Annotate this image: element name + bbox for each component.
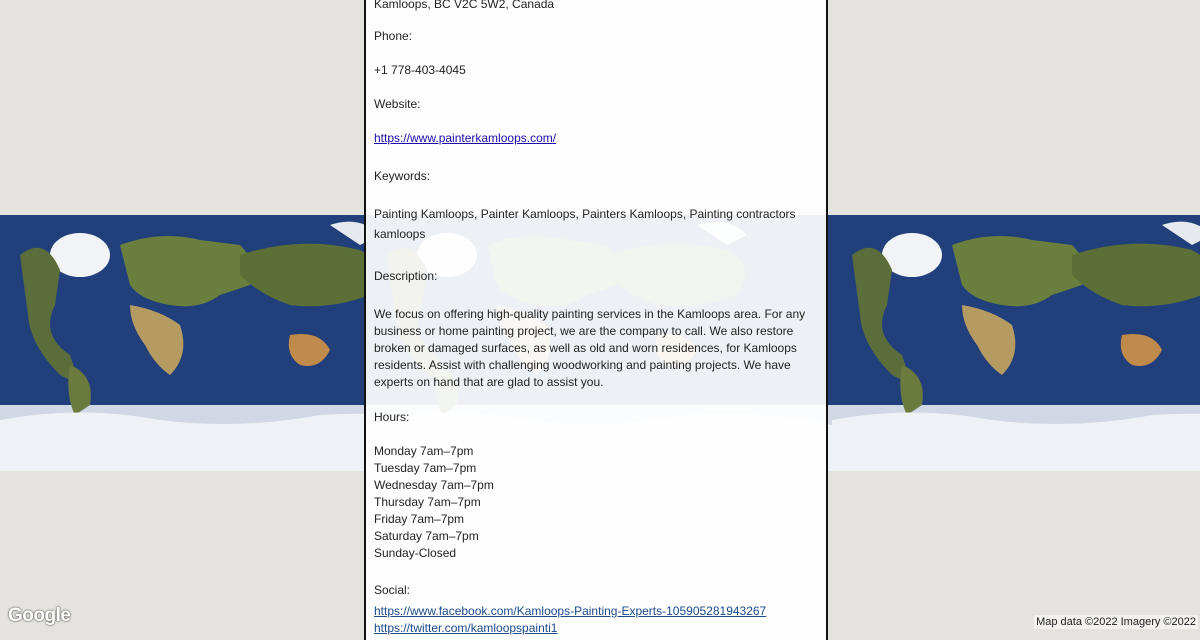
hours-tuesday: Tuesday 7am–7pm — [374, 461, 477, 475]
business-info-panel — [364, 0, 828, 640]
description-label: Description: — [374, 269, 438, 283]
hours-thursday: Thursday 7am–7pm — [374, 495, 481, 509]
facebook-link[interactable]: https://www.facebook.com/Kamloops-Painting-Experts-105905281943267 — [374, 604, 767, 618]
hours-wednesday: Wednesday 7am–7pm — [374, 478, 494, 492]
keywords-text: Painting Kamloops, Painter Kamloops, Painters Kamloops, Painting contractors kamloops — [374, 207, 796, 241]
google-logo[interactable]: Google — [8, 605, 71, 626]
map-attribution[interactable]: Map data ©2022 Imagery ©2022 — [1036, 616, 1196, 628]
hours-saturday: Saturday 7am–7pm — [374, 529, 479, 543]
keywords-label: Keywords: — [374, 169, 431, 183]
social-label: Social: — [374, 583, 411, 597]
phone-label: Phone: — [374, 29, 413, 43]
social-links — [374, 603, 766, 637]
description-text: We focus on offering high-quality painting services in the Kamloops area. For any business or home painting project, we are the company to call. We also restore broken or damaged surfaces, as well as old and worn residences, for Kamloops residents. Assist with challenging woodworking and painting projects. We have experts on hand that are glad to assist you. — [374, 307, 806, 389]
phone-number: +1 778-403-4045 — [374, 63, 466, 77]
website-link[interactable]: https://www.painterkamloops.com/ — [374, 131, 557, 145]
hours-sunday: Sunday-Closed — [374, 546, 457, 560]
hours-monday: Monday 7am–7pm — [374, 444, 474, 458]
business-address: Kamloops, BC V2C 5W2, Canada — [374, 0, 555, 11]
website-label: Website: — [374, 97, 421, 111]
hours-friday: Friday 7am–7pm — [374, 512, 465, 526]
twitter-link[interactable]: https://twitter.com/kamloopspainti1 — [374, 621, 558, 635]
hours-label: Hours: — [374, 410, 410, 424]
hours-list — [374, 443, 494, 562]
